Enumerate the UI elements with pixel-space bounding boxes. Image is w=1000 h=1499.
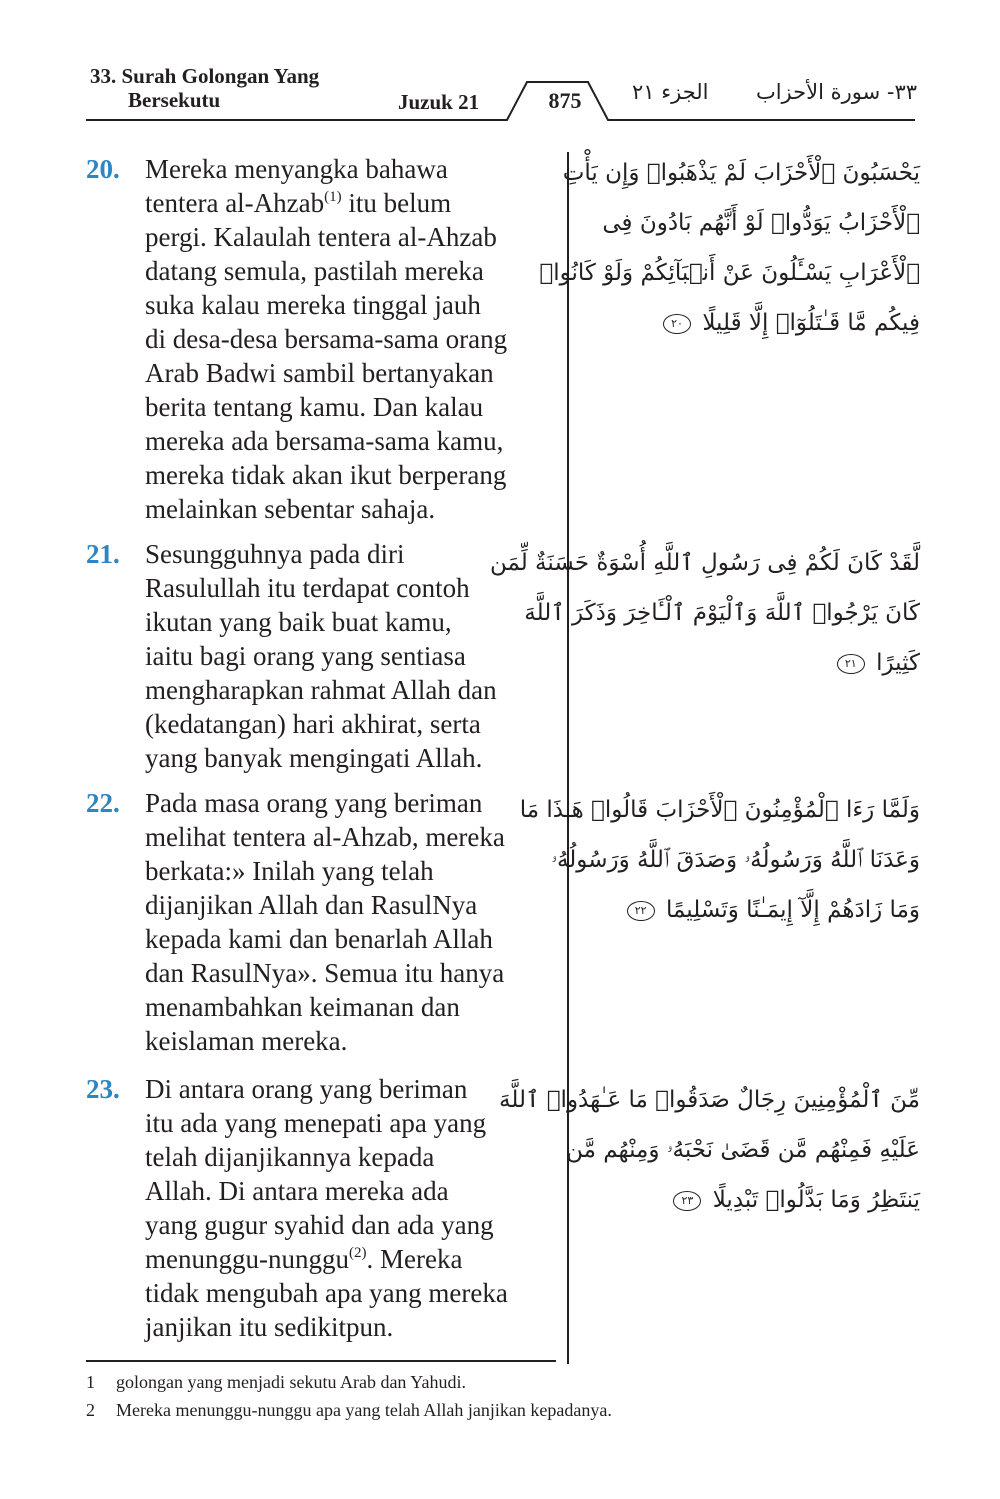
verse-line: mereka tidak akan ikut berperang [145, 460, 507, 490]
footnote-number: 1 [86, 1372, 95, 1392]
arabic-line: يَحْسَبُونَ ٱلْأَحْزَابَ لَمْ يَذْهَبُوا۟ وَإِن يَأْتِ [562, 160, 920, 186]
verse-line: Sesungguhnya pada diri [145, 539, 405, 569]
header-rule [0, 0, 1000, 130]
header-surah-line1: 33. Surah Golongan Yang [90, 64, 320, 88]
arabic-line [590, 1175, 920, 1225]
arabic-verse-23 [499, 1075, 920, 1225]
arabic-line: عَلَيْهِ فَمِنْهُم مَّن قَضَىٰ نَحْبَهُۥ وَمِنْهُم مَّن [566, 1137, 920, 1163]
ayah-end-marker: ٢٢ [627, 901, 655, 921]
verse-line: melainkan sebentar sahaja. [145, 494, 436, 524]
verse-line: mereka ada bersama-sama kamu, [145, 426, 504, 456]
header-arabic-juz: الجزء ٢١ [632, 80, 709, 104]
arabic-line: كَانَ يَرْجُوا۟ ٱللَّهَ وَٱلْيَوْمَ ٱلْـَٔاخِرَ وَذَكَرَ ٱللَّهَ [524, 600, 920, 626]
verse-line: melihat tentera al-Ahzab, mereka [145, 822, 505, 852]
verse-line: datang semula, pastilah mereka [145, 256, 484, 286]
verse-line: janjikan itu sedikitpun. [145, 1312, 394, 1342]
verse-number: 23. [86, 1074, 120, 1104]
verse-line-text: menunggu-nunggu [145, 1244, 349, 1274]
arabic-line: ٱلْأَعْرَابِ يَسْـَٔلُونَ عَنْ أَنۢبَآئِكُمْ وَلَوْ كَانُوا۟ [539, 260, 920, 286]
verse-line: Arab Badwi sambil bertanyakan [145, 358, 494, 388]
arabic-line [590, 298, 920, 348]
verse-line: (kedatangan) hari akhirat, serta [145, 709, 481, 739]
verse-line: tidak mengubah apa yang mereka [145, 1278, 508, 1308]
verse-line: yang gugur syahid dan ada yang [145, 1210, 494, 1240]
verse-number: 22. [86, 788, 120, 818]
page-number: 875 [548, 88, 582, 113]
verse-line: Mereka menyangka bahawa [145, 154, 448, 184]
arabic-verse-20 [539, 148, 920, 348]
footnote-number: 2 [86, 1400, 95, 1420]
header-juzuk: Juzuk 21 [398, 90, 480, 114]
verse-line: iaitu bagi orang yang sentiasa [145, 641, 466, 671]
verse-line [145, 1242, 565, 1276]
verse-line: telah dijanjikannya kepada [145, 1142, 435, 1172]
footnote-rule [86, 1360, 556, 1362]
arabic-line [590, 885, 920, 935]
arabic-line-text: كَثِيرًا [876, 650, 920, 676]
verse-line: menambahkan keimanan dan [145, 992, 460, 1022]
verse-line: Allah. Di antara mereka ada [145, 1176, 449, 1206]
footnote-marker[interactable]: (2) [348, 1245, 367, 1261]
ayah-end-marker: ٢٠ [663, 314, 691, 334]
verse-line: keislaman mereka. [145, 1026, 348, 1056]
verse-line: berita tentang kamu. Dan kalau [145, 392, 484, 422]
verse-line: kepada kami dan benarlah Allah [145, 924, 493, 954]
verse-line-text: tentera al-Ahzab [145, 188, 325, 218]
arabic-line: وَعَدَنَا ٱللَّهُ وَرَسُولُهُۥ وَصَدَقَ ٱللَّهُ وَرَسُولُهُۥ [551, 847, 920, 873]
arabic-verse-21 [489, 538, 920, 688]
footnote-text: Mereka menunggu-nunggu apa yang telah Allah janjikan kepadanya. [116, 1400, 612, 1420]
verse-line: ikutan yang baik buat kamu, [145, 607, 452, 637]
arabic-line-text: فِيكُم مَّا قَـٰتَلُوٓا۟ إِلَّا قَلِيلًا [702, 310, 920, 336]
header-surah-line2: Bersekutu [128, 88, 221, 112]
verse-line: Pada masa orang yang beriman [145, 788, 483, 818]
ayah-end-marker: ٢٣ [673, 1191, 701, 1211]
arabic-line-text: وَمَا زَادَهُمْ إِلَّآ إِيمَـٰنًا وَتَسْلِيمًا [665, 897, 920, 923]
verse-number: 20. [86, 154, 120, 184]
verse-translation [145, 152, 565, 526]
header-arabic-surah: ٣٣- سورة الأحزاب [755, 80, 917, 104]
column-divider [567, 152, 569, 1364]
verse-line [145, 186, 565, 220]
footnote-1 [86, 1368, 612, 1396]
verse-line: Rasulullah itu terdapat contoh [145, 573, 470, 603]
arabic-line: لَّقَدْ كَانَ لَكُمْ فِى رَسُولِ ٱللَّهِ أُسْوَةٌ حَسَنَةٌ لِّمَن [489, 550, 920, 576]
arabic-verse-22 [519, 785, 920, 935]
verse-line: mengharapkan rahmat Allah dan [145, 675, 497, 705]
footnote-2 [86, 1396, 612, 1424]
footnotes [86, 1368, 612, 1424]
ayah-end-marker: ٢١ [837, 654, 865, 674]
verse-translation [145, 786, 565, 1058]
arabic-line: وَلَمَّا رَءَا ٱلْمُؤْمِنُونَ ٱلْأَحْزَابَ قَالُوا۟ هَـٰذَا مَا [519, 797, 920, 823]
verse-line-text: . Mereka [366, 1244, 463, 1274]
footnote-text: golongan yang menjadi sekutu Arab dan Yahudi. [116, 1372, 466, 1392]
arabic-line: مِّنَ ٱلْمُؤْمِنِينَ رِجَالٌ صَدَقُوا۟ مَا عَـٰهَدُوا۟ ٱللَّهَ [499, 1087, 920, 1113]
verse-line: berkata:» Inilah yang telah [145, 856, 434, 886]
verse-line: pergi. Kalaulah tentera al-Ahzab [145, 222, 497, 252]
verse-line: yang banyak mengingati Allah. [145, 743, 483, 773]
arabic-line: ٱلْأَحْزَابُ يَوَدُّوا۟ لَوْ أَنَّهُم بَادُونَ فِى [602, 210, 920, 236]
verse-line: itu ada yang menepati apa yang [145, 1108, 487, 1138]
arabic-line-text: يَنتَظِرُ وَمَا بَدَّلُوا۟ تَبْدِيلًا [712, 1187, 920, 1213]
footnote-marker[interactable]: (1) [324, 189, 342, 205]
verse-line-text: itu belum [341, 188, 452, 218]
verse-line: dan RasulNya». Semua itu hanya [145, 958, 505, 988]
verse-line: di desa-desa bersama-sama orang [145, 324, 508, 354]
arabic-line [590, 638, 920, 688]
verse-number: 21. [86, 539, 120, 569]
verse-line: suka kalau mereka tinggal jauh [145, 290, 481, 320]
verse-line: Di antara orang yang beriman [145, 1074, 468, 1104]
verse-line: dijanjikan Allah dan RasulNya [145, 890, 478, 920]
